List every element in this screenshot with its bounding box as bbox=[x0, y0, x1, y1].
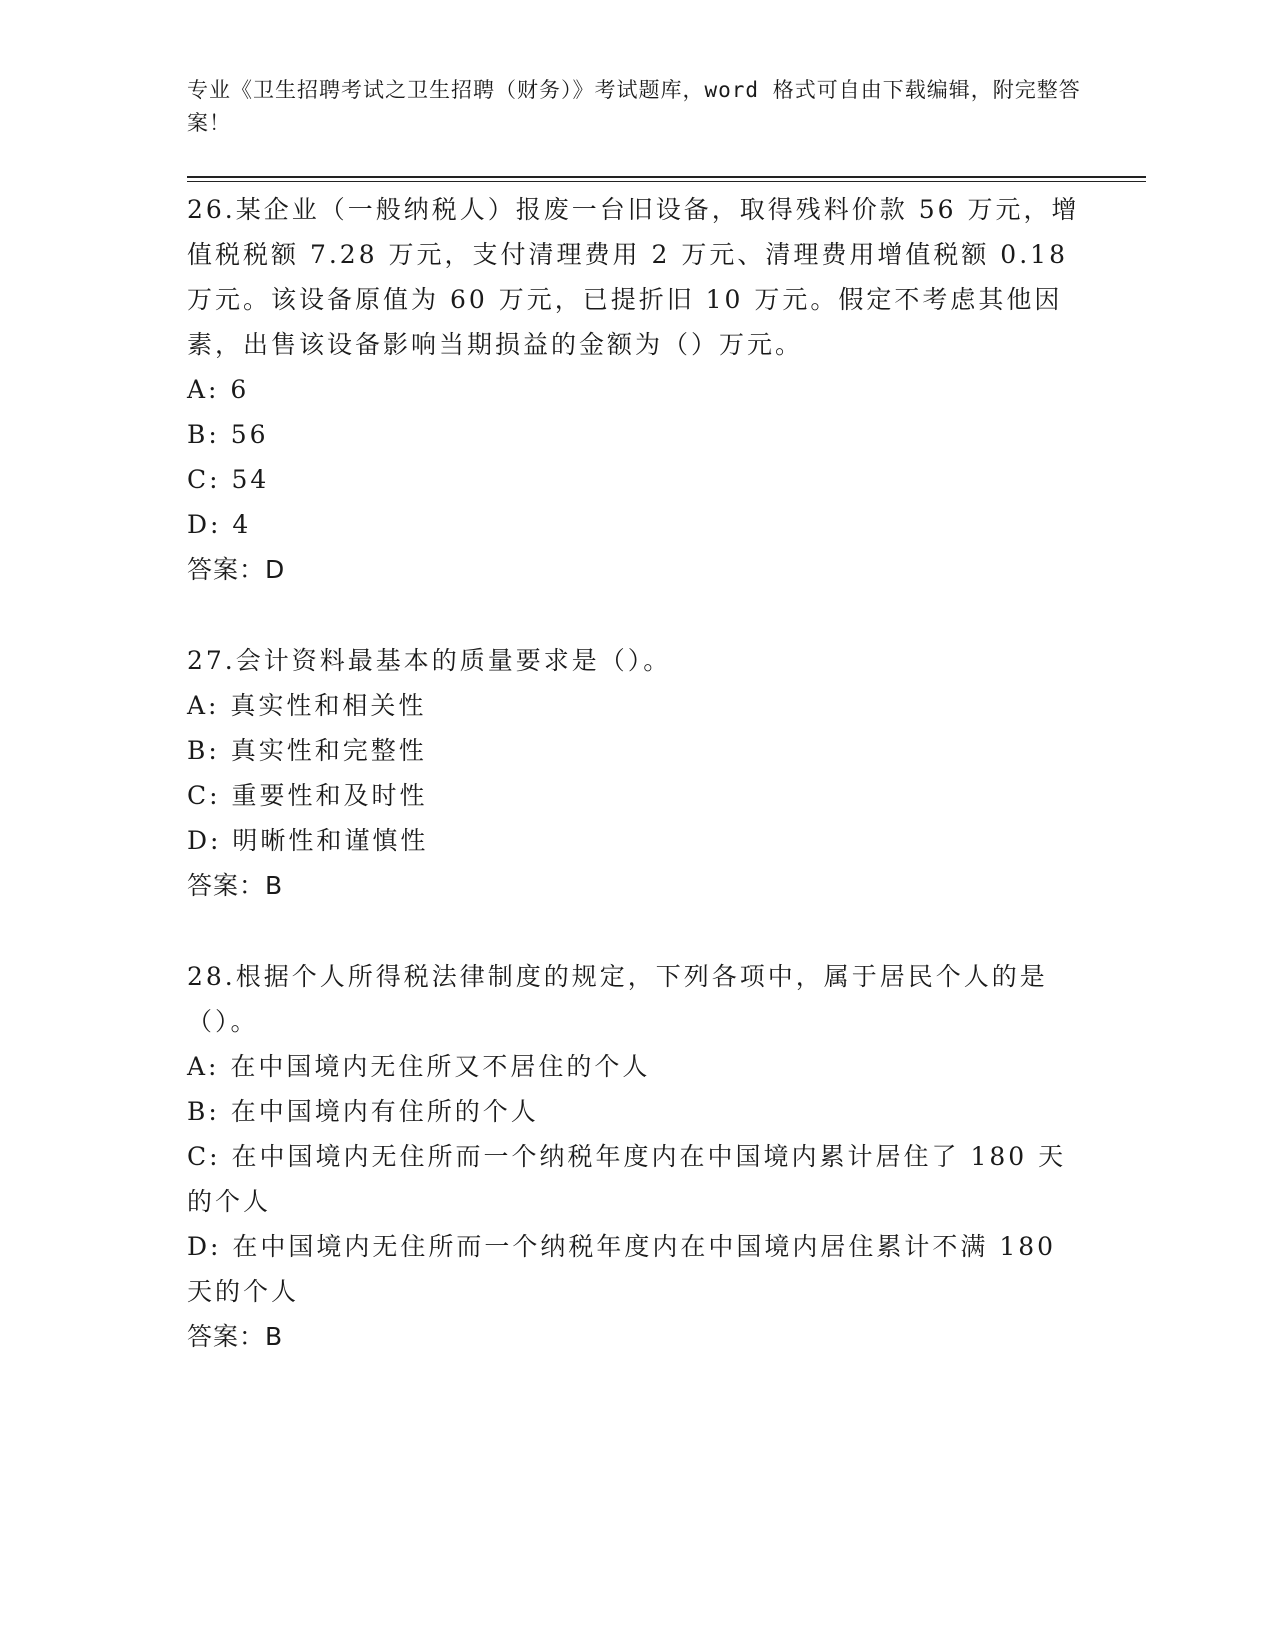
option-a: A: 真实性和相关性 bbox=[187, 691, 427, 720]
option-a: A: 6 bbox=[187, 375, 250, 404]
option-c: C: 在中国境内无住所而一个纳税年度内在中国境内累计居住了 180 天的个人 bbox=[187, 1142, 1067, 1216]
question-list bbox=[187, 187, 1087, 1405]
option-b: B: 真实性和完整性 bbox=[187, 736, 427, 765]
question-stem: 28.根据个人所得税法律制度的规定，下列各项中，属于居民个人的是（）。 bbox=[187, 962, 1048, 1036]
header-divider-thin bbox=[187, 181, 1146, 182]
question-stem: 27.会计资料最基本的质量要求是（）。 bbox=[187, 646, 672, 675]
option-c: C: 54 bbox=[187, 465, 270, 494]
question-28 bbox=[187, 954, 1087, 1359]
question-27 bbox=[187, 638, 1087, 908]
option-d: D: 4 bbox=[187, 510, 252, 539]
answer-line: 答案：B bbox=[187, 871, 284, 900]
question-stem: 26.某企业（一般纳税人）报废一台旧设备，取得残料价款 56 万元，增值税税额 7.28 万元，支付清理费用 2 万元、清理费用增值税额 0.18 万元。该设备原值为 60 万元，已提折旧 10 万元。假定不考虑其他因素，出售该设备影响当期损益的金额为（）万元。 bbox=[187, 195, 1080, 359]
option-c: C: 重要性和及时性 bbox=[187, 781, 428, 810]
option-d: D: 在中国境内无住所而一个纳税年度内在中国境内居住累计不满 180 天的个人 bbox=[187, 1232, 1057, 1306]
option-b: B: 56 bbox=[187, 420, 269, 449]
option-d: D: 明晰性和谨慎性 bbox=[187, 826, 429, 855]
option-a: A: 在中国境内无住所又不居住的个人 bbox=[187, 1052, 651, 1081]
answer-line: 答案：D bbox=[187, 555, 286, 584]
header-note: 专业《卫生招聘考试之卫生招聘（财务）》考试题库，word 格式可自由下载编辑，附完整答案！ bbox=[187, 78, 1081, 135]
option-b: B: 在中国境内有住所的个人 bbox=[187, 1097, 539, 1126]
header-divider-thick bbox=[187, 176, 1146, 178]
question-26 bbox=[187, 187, 1087, 592]
answer-line: 答案：B bbox=[187, 1322, 284, 1351]
